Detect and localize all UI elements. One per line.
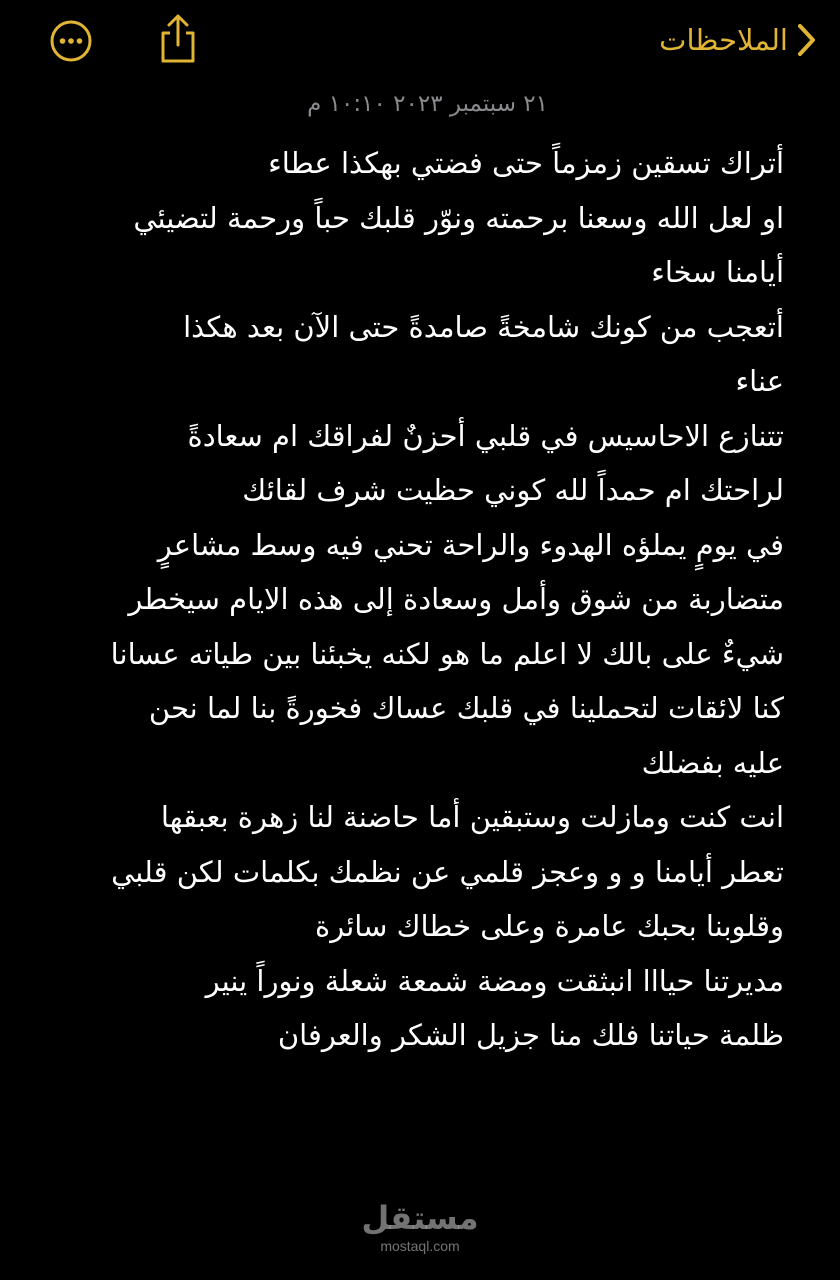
watermark-logo: مستقل [361,1199,479,1237]
note-line: أتعجب من كونك شامخةً صامدةً حتى الآن بعد هكذا [183,309,784,344]
note-line: تتنازع الاحاسيس في قلبي أحزنٌ لفراقك ام سعادةً [187,418,784,453]
note-date: ٢١ سبتمبر ٢٠٢٣ ١٠:١٠ م [307,91,548,117]
share-icon [154,13,202,65]
note-line: شيءٌ على بالك لا اعلم ما هو لكنه يخبئنا بين طياته عسانا [110,636,784,671]
watermark [340,1198,500,1254]
note-line: أتراك تسقين زمزماً حتى فضتي بهكذا عطاء [268,146,784,180]
navigation-bar [0,0,840,90]
note-line: أيامنا سخاء [651,255,784,289]
note-line: في يومٍ يملؤه الهدوء والراحة تحني فيه وسط مشاعرٍ [157,527,784,562]
note-line: او لعل الله وسعنا برحمته ونوّر قلبك حباً ورحمة لتضيئي [133,200,784,235]
note-body[interactable] [54,136,784,1063]
chevron-left-icon [796,22,818,58]
note-line: كنا لائقات لتحملينا في قلبك عساك فخورةً بنا لما نحن [148,691,784,725]
ellipsis-circle-icon [50,20,92,62]
more-button[interactable] [50,20,92,62]
note-line: عليه بفضلك [641,745,784,780]
note-line: مديرتنا حيااا انبثقت ومضة شمعة شعلة ونوراً ينير [205,963,784,998]
back-button[interactable] [659,18,818,62]
note-line: وقلوبنا بحبك عامرة وعلى خطاك سائرة [315,909,784,943]
watermark-url: mostaql.com [380,1238,460,1254]
share-button[interactable] [154,13,202,65]
note-line: تعطر أيامنا و و وعجز قلمي عن نظمك بكلمات لكن قلبي [111,854,784,889]
note-line: انت كنت ومازلت وستبقين أما حاضنة لنا زهرة بعبقها [160,800,784,834]
note-line: عناء [735,364,784,398]
back-button-label: الملاحظات [659,23,788,57]
note-line: ظلمة حياتنا فلك منا جزيل الشكر والعرفان [277,1018,784,1052]
note-line: متضاربة من شوق وأمل وسعادة إلى هذه الايام سيخطر [128,582,784,616]
note-line: لراحتك ام حمداً لله كوني حظيت شرف لقائك [242,473,784,507]
